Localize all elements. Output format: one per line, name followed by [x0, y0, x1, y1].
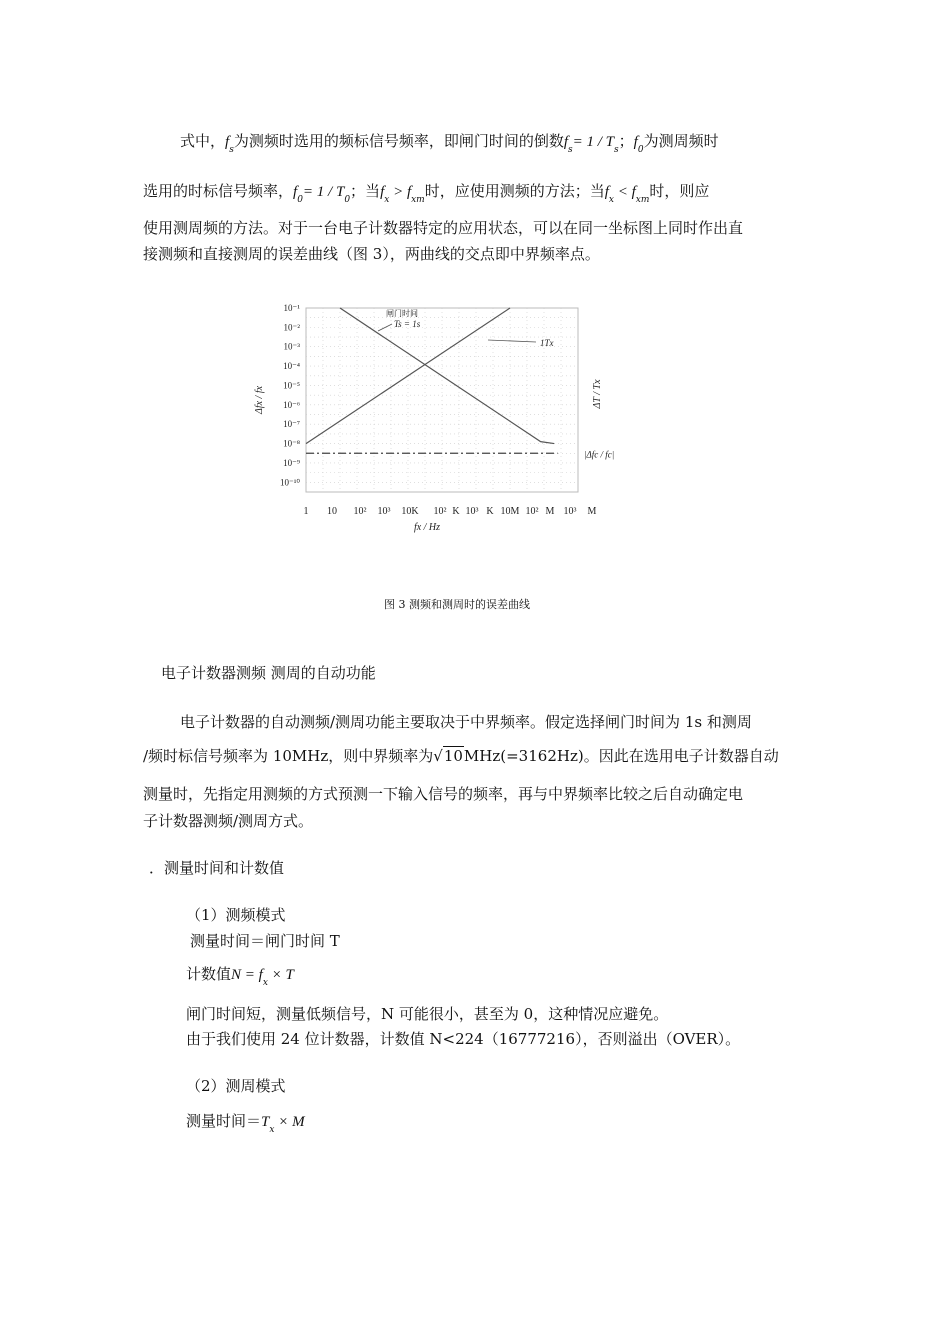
math-f: f — [293, 184, 298, 200]
x-tick-label: 10² — [353, 506, 367, 517]
math-f: f — [380, 184, 385, 200]
text: 时，应使用测频的方法；当 — [424, 182, 605, 200]
y-tick-label: 10⁻⁵ — [283, 380, 300, 391]
annotation-ts: Ts = 1s — [394, 319, 421, 329]
text: 选用的时标信号频率， — [143, 182, 294, 200]
x-axis-label: fx / Hz — [413, 522, 441, 533]
y-tick-label: 10⁻⁴ — [283, 361, 300, 372]
x-tick-label: 10² — [525, 506, 539, 517]
y-axis-label-right: ΔT / Tx — [592, 379, 603, 409]
text: /频时标信号频率为 10MHz，则中界频率为 — [143, 747, 434, 765]
math-op: > — [389, 184, 407, 200]
section1-heading: 电子计数器测频 测周的自动功能 — [161, 664, 376, 682]
note2: 由于我们使用 24 位计数器，计数值 N<224（16777216），否则溢出（OVER）。 — [186, 1030, 741, 1048]
text: ； — [618, 132, 634, 150]
figure-caption: 图 3 测频和测周时的误差曲线 — [384, 598, 530, 611]
y-axis-label-left: Δfx / fx — [254, 385, 265, 415]
sqrt-value: 10 — [443, 747, 463, 765]
para1-line2 — [143, 180, 710, 205]
x-tick-label: 10K — [401, 506, 419, 517]
text: MHz(=3162Hz)。因此在选用电子计数器自动 — [463, 747, 779, 765]
math-T: T — [335, 184, 345, 200]
math-f: f — [258, 967, 263, 983]
text: 为测频时选用的频标信号频率，即闸门时间的倒数 — [233, 132, 564, 150]
text: ；当 — [350, 182, 381, 200]
math-eq: = 1 / — [302, 184, 336, 200]
y-tick-label: 10⁻⁶ — [283, 399, 300, 410]
chart-series — [306, 308, 558, 453]
y-tick-label: 10⁻² — [283, 322, 300, 333]
mode2-time — [186, 1110, 305, 1135]
math-f: f — [406, 184, 412, 200]
math-eq: = — [241, 967, 259, 983]
chart-labels — [254, 303, 614, 533]
annotation-leader-1 — [378, 324, 392, 331]
section1-line3: 测量时，先指定用测频的方式预测一下输入信号的频率，再与中界频率比较之后自动确定电 — [143, 785, 744, 803]
x-tick-label: 10³ — [377, 506, 391, 517]
section1-line1: 电子计数器的自动测频/测周功能主要取决于中界频率。假定选择闸门时间为 1s 和测周 — [180, 713, 752, 731]
math-M: M — [292, 1114, 305, 1130]
math-T: T — [285, 967, 294, 983]
error-curve-chart — [248, 298, 648, 543]
math-times: × — [274, 1114, 293, 1130]
count-line — [186, 963, 294, 988]
x-tick-label: 1 — [303, 506, 309, 517]
y-tick-label: 10⁻³ — [283, 341, 300, 352]
x-tick-label: K — [452, 506, 460, 517]
section1-line2: /频时标信号频率为 10MHz，则中界频率为√10MHz(=3162Hz)。因此在选用电子计数器自动 — [143, 747, 779, 765]
x-tick-label: 10² — [433, 506, 447, 517]
y-tick-label: 10⁻⁸ — [283, 438, 300, 449]
text: 时，则应 — [649, 182, 710, 200]
math-N: N — [231, 967, 242, 983]
y-tick-label: 10⁻¹⁰ — [279, 477, 300, 488]
section1-line4: 子计数器测频/测周方式。 — [143, 812, 314, 830]
text: 计数值 — [186, 965, 232, 983]
x-tick-label: 10³ — [465, 506, 479, 517]
math-f: f — [631, 184, 636, 200]
annotation-leader-2 — [488, 340, 536, 342]
note1: 闸门时间短，测量低频信号，N 可能很小，甚至为 0，这种情况应避免。 — [186, 1005, 669, 1023]
y-tick-label: 10⁻⁹ — [283, 457, 300, 468]
sub: x — [269, 1125, 275, 1135]
math-eq: = 1 / — [572, 134, 606, 150]
sub: 0 — [637, 145, 644, 155]
sub: s — [568, 145, 573, 155]
x-tick-label: M — [545, 506, 555, 517]
x-tick-label: 10³ — [563, 506, 577, 517]
sub: x — [384, 195, 390, 205]
mode1-time: 测量时间＝闸门时间 T — [190, 932, 340, 950]
sub: s — [229, 145, 234, 155]
math-T: T — [605, 134, 615, 150]
para1-line1 — [180, 130, 719, 155]
x-tick-label: M — [587, 506, 597, 517]
y-tick-label: 10⁻¹ — [283, 303, 300, 313]
math-op: < — [614, 184, 632, 200]
math-T: T — [261, 1114, 270, 1130]
annotation-gate-time: 闸门时间 — [386, 309, 418, 318]
para1-line3: 使用测周频的方法。对于一台电子计数器特定的应用状态，可以在同一坐标图上同时作出直 — [143, 219, 744, 237]
mode2-title: （2）测周模式 — [186, 1077, 286, 1095]
math-times: × — [267, 967, 286, 983]
text: 式中， — [180, 132, 226, 150]
sub: x — [262, 978, 268, 988]
para1-line4: 接测频和直接测周的误差曲线（图 3），两曲线的交点即中界频率点。 — [143, 245, 600, 263]
math-f: f — [563, 134, 568, 150]
annotation-fc: |Δfc / fc| — [584, 449, 615, 460]
x-tick-label: 10 — [327, 506, 337, 517]
sub: 0 — [297, 195, 303, 205]
math-f: f — [225, 134, 230, 150]
y-tick-label: 10⁻⁷ — [283, 419, 300, 430]
sub: x — [608, 195, 614, 205]
text: 为测周频时 — [643, 132, 719, 150]
annotation-1tx: 1Tx — [540, 338, 554, 348]
sub: xm — [411, 195, 425, 205]
math-f: f — [633, 134, 638, 150]
text: 测量时间＝ — [186, 1112, 262, 1130]
sub: s — [614, 145, 619, 155]
sub: 0 — [344, 195, 351, 205]
x-tick-label: K — [486, 506, 494, 517]
math-f: f — [604, 184, 609, 200]
x-tick-label: 10M — [500, 506, 520, 517]
section2-heading: ．测量时间和计数值 — [149, 859, 285, 877]
chart-grid — [306, 308, 578, 492]
sub: xm — [635, 195, 650, 205]
mode1-title: （1）测频模式 — [186, 906, 286, 924]
